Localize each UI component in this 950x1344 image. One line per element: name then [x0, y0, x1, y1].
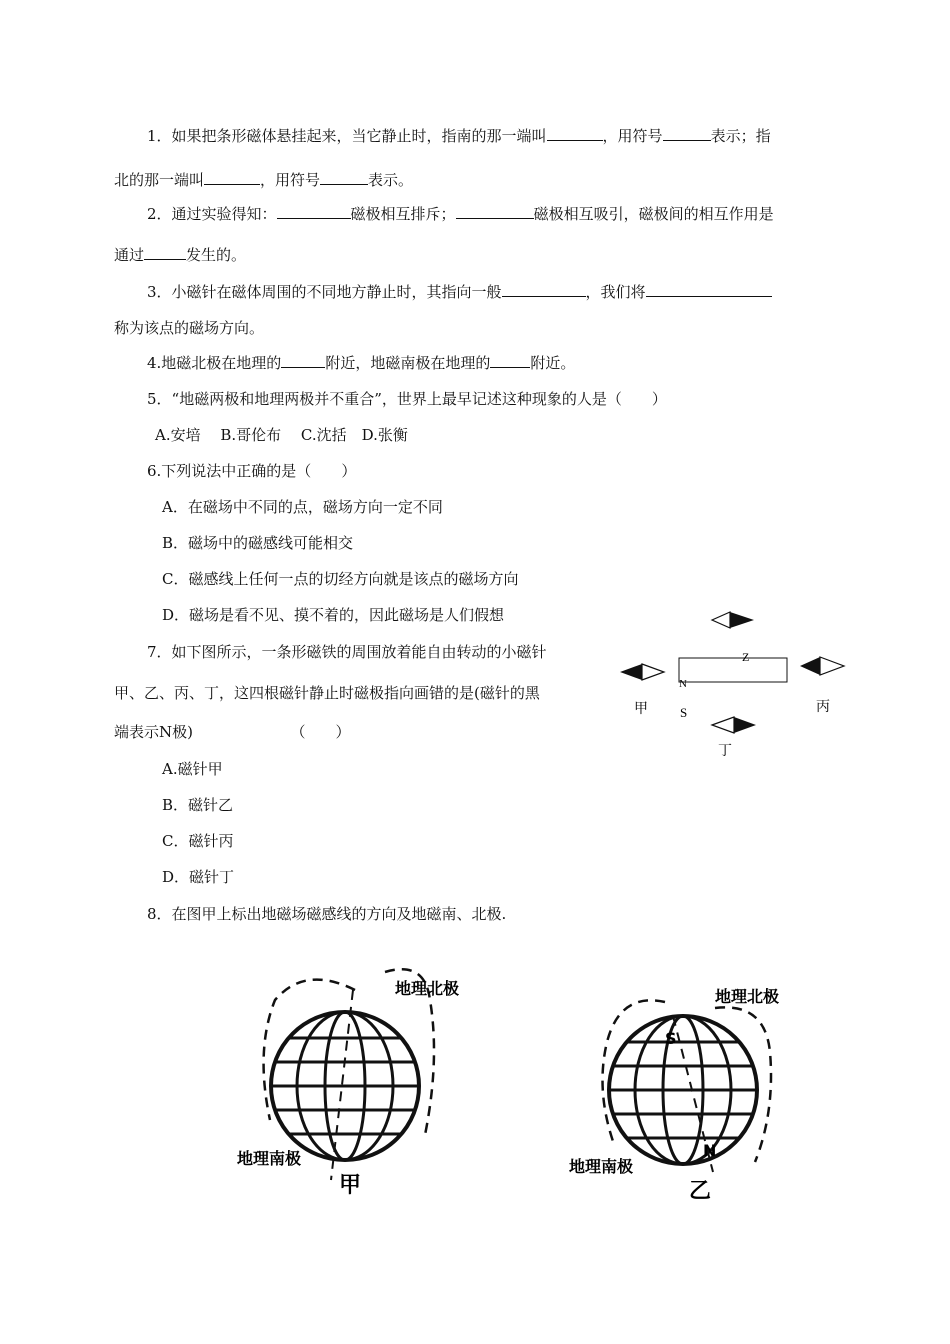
blank[interactable] [281, 353, 325, 368]
needle-bing-icon [800, 657, 844, 675]
figure-caption-yi: 乙 [689, 1179, 712, 1204]
blank[interactable] [204, 170, 260, 185]
blank[interactable] [456, 204, 534, 219]
south-pole-label: 地理南极 [237, 1149, 302, 1168]
magnet-needles-diagram [612, 605, 872, 765]
question-7-line-1: 7．如下图所示，一条形磁铁的周围放着能自由转动的小磁针 [147, 643, 547, 661]
blank[interactable] [320, 170, 368, 185]
blank[interactable] [490, 353, 530, 368]
blank[interactable] [646, 282, 772, 297]
blank[interactable] [547, 126, 603, 141]
label-bing: 丙 [816, 700, 830, 715]
bar-label-s: S [680, 705, 688, 720]
question-6-option-c: C．磁感线上任何一点的切经方向就是该点的磁场方向 [162, 570, 519, 588]
question-2-line-2: 通过 发生的。 [114, 246, 247, 264]
question-7-option-d: D．磁针丁 [162, 868, 235, 886]
north-pole-label: 地理北极 [715, 987, 780, 1006]
question-7-option-a: A.磁针甲 [162, 760, 223, 778]
question-6-option-a: A．在磁场中不同的点，磁场方向一定不同 [162, 498, 443, 516]
question-5-options: A.安培 B.哥伦布 C.沈括 D.张衡 [155, 426, 408, 444]
question-7-option-c: C．磁针丙 [162, 832, 234, 850]
question-1-line-2: 北的那一端叫 ，用符号 表示。 [114, 171, 414, 189]
question-5-stem: 5．“地磁两极和地理两极并不重合”，世界上最早记述这种现象的人是（ ） [147, 390, 667, 408]
bar-magnet [679, 658, 787, 682]
question-8-stem: 8．在图甲上标出地磁场磁感线的方向及地磁南、北极. [147, 905, 507, 923]
question-4: 4.地磁北极在地理的 附近，地磁南极在地理的 附近。 [147, 354, 576, 372]
globe-figure-jia [235, 960, 495, 1200]
question-3-line-1: 3．小磁针在磁体周围的不同地方静止时，其指向一般 ，我们将 [147, 282, 772, 302]
blank[interactable] [502, 282, 586, 297]
label-yi: Z [742, 650, 750, 664]
question-1-line-1: 1．如果把条形磁体悬挂起来，当它静止时，指南的那一端叫 ，用符号 表示；指 [147, 127, 771, 145]
label-ding: 丁 [718, 744, 732, 759]
north-pole-label: 地理北极 [395, 979, 460, 998]
needle-ding-icon [712, 717, 756, 733]
question-6-option-d: D．磁场是看不见、摸不着的，因此磁场是人们假想 [162, 606, 505, 624]
question-7-line-3: 端表示N极) （ ） [114, 723, 351, 741]
label-jia: 甲 [634, 702, 648, 717]
figure-caption-jia: 甲 [339, 1173, 362, 1198]
mark-s: S [665, 1029, 677, 1048]
globe-icon [603, 1000, 772, 1172]
mark-n: N [703, 1141, 717, 1160]
question-7-option-b: B．磁针乙 [162, 796, 234, 814]
needle-yi-icon [712, 612, 754, 628]
question-6-option-b: B．磁场中的磁感线可能相交 [162, 534, 354, 552]
blank[interactable] [277, 204, 351, 219]
question-7-line-2: 甲、乙、丙、丁，这四根磁针静止时磁极指向画错的是(磁针的黑 [114, 684, 540, 702]
question-6-stem: 6.下列说法中正确的是（ ） [147, 462, 357, 480]
needle-jia-icon [620, 664, 664, 680]
bar-label-n: N [679, 678, 687, 690]
question-3-line-2: 称为该点的磁场方向。 [114, 319, 265, 337]
blank[interactable] [663, 126, 711, 141]
question-2-line-1: 2．通过实验得知： 磁极相互排斥； 磁极相互吸引，磁极间的相互作用是 [147, 205, 774, 223]
blank[interactable] [144, 245, 186, 260]
globe-figure-yi [565, 972, 825, 1212]
south-pole-label: 地理南极 [569, 1157, 634, 1176]
